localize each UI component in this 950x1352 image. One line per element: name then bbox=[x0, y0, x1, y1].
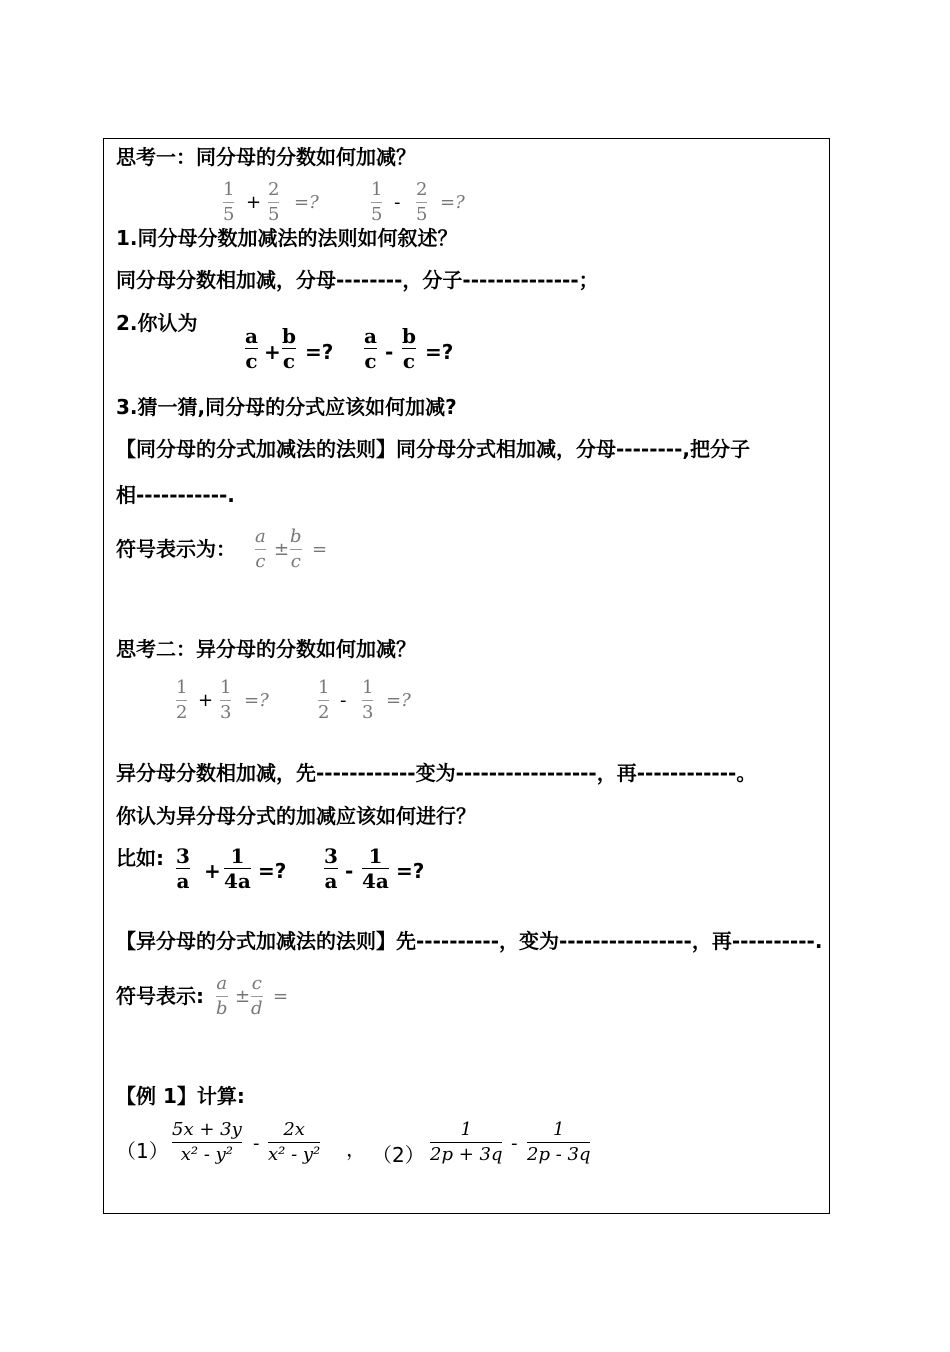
symbol-label-2: 符号表示: bbox=[116, 984, 204, 1008]
numerator: b bbox=[290, 526, 302, 547]
numerator: a bbox=[245, 324, 258, 348]
fraction-1-5 bbox=[371, 179, 382, 226]
example-label: 比如: bbox=[116, 846, 164, 870]
numerator: 1 bbox=[362, 677, 374, 698]
denominator: 2 bbox=[176, 702, 188, 723]
equals-sign: = bbox=[273, 986, 289, 1007]
denominator: c bbox=[402, 349, 416, 373]
denominator: 4a bbox=[224, 869, 251, 893]
fraction-c-d bbox=[251, 973, 263, 1020]
numerator: b bbox=[402, 324, 416, 348]
equals-sign: = bbox=[312, 539, 328, 560]
fraction-a-b bbox=[216, 973, 228, 1020]
same-denominator-rule-line1: 【同分母的分式加减法的法则】同分母分式相加减，分母--------,把分子 bbox=[116, 437, 751, 461]
numerator: 2x bbox=[283, 1119, 305, 1140]
denominator: 2 bbox=[318, 702, 330, 723]
denominator: d bbox=[251, 998, 263, 1019]
equals-question: =? bbox=[386, 690, 411, 711]
plus-sign: + bbox=[198, 690, 214, 711]
fraction-a-c bbox=[364, 325, 377, 372]
numerator: 1 bbox=[318, 677, 330, 698]
fraction-1-over-2p-3q bbox=[527, 1119, 590, 1166]
fraction-2x-over-x2y2 bbox=[268, 1119, 320, 1166]
numerator: a bbox=[364, 324, 377, 348]
equals-question: =? bbox=[440, 192, 465, 213]
numerator: 2 bbox=[268, 179, 280, 200]
denominator: x² - y² bbox=[268, 1144, 321, 1165]
fraction-3-a bbox=[176, 845, 190, 892]
denominator: c bbox=[364, 349, 377, 373]
denominator: 2p - 3q bbox=[527, 1144, 591, 1165]
denominator: 5 bbox=[223, 204, 235, 225]
plus-sign: + bbox=[246, 192, 262, 213]
denominator: 5 bbox=[268, 204, 280, 225]
denominator: c bbox=[255, 551, 266, 572]
equals-question: =? bbox=[294, 192, 319, 213]
fraction-2-5 bbox=[268, 179, 279, 226]
denominator: 3 bbox=[220, 702, 232, 723]
numerator: c bbox=[251, 973, 262, 994]
numerator: 1 bbox=[230, 844, 245, 868]
fraction-1-5 bbox=[223, 179, 234, 226]
minus-sign: - bbox=[511, 1133, 518, 1154]
think1-title: 思考一：同分母的分数如何加减？ bbox=[116, 145, 416, 169]
plus-minus-sign: ± bbox=[274, 539, 290, 560]
fraction-1-over-2p3q bbox=[430, 1119, 502, 1166]
minus-sign: - bbox=[340, 690, 347, 711]
numerator: 1 bbox=[371, 179, 383, 200]
minus-sign: - bbox=[385, 340, 394, 364]
fraction-a-c bbox=[255, 526, 266, 573]
numerator: 1 bbox=[220, 677, 232, 698]
question-3: 3.猜一猜,同分母的分式应该如何加减? bbox=[116, 395, 457, 419]
example1-title: 【例 1】计算: bbox=[116, 1084, 245, 1108]
fraction-b-c bbox=[290, 526, 302, 573]
separator-comma: ， bbox=[346, 1137, 366, 1161]
fraction-1-3 bbox=[220, 677, 231, 724]
denominator: c bbox=[282, 349, 296, 373]
part-2-label: （2） bbox=[372, 1143, 425, 1167]
numerator: a bbox=[255, 526, 266, 547]
numerator: 5x + 3y bbox=[172, 1119, 242, 1140]
question-2: 2.你认为 bbox=[116, 311, 198, 335]
symbol-label-1: 符号表示为： bbox=[116, 537, 236, 561]
fraction-1-4a bbox=[362, 845, 389, 892]
numerator: b bbox=[282, 324, 296, 348]
fraction-5x3y-over-x2y2 bbox=[172, 1119, 242, 1166]
numerator: 2 bbox=[416, 179, 428, 200]
question-1: 1.同分母分数加减法的法则如何叙述？ bbox=[116, 226, 458, 250]
fraction-1-3 bbox=[362, 677, 373, 724]
part-1-label: （1） bbox=[116, 1139, 169, 1163]
denominator: 5 bbox=[416, 204, 428, 225]
fraction-3-a bbox=[324, 845, 338, 892]
denominator: a bbox=[176, 869, 190, 893]
minus-sign: - bbox=[394, 192, 401, 213]
plus-sign: + bbox=[204, 859, 221, 883]
think2-title: 思考二：异分母的分数如何加减？ bbox=[116, 637, 416, 661]
minus-sign: - bbox=[253, 1133, 260, 1154]
fraction-1-2 bbox=[318, 677, 329, 724]
denominator: 3 bbox=[362, 702, 374, 723]
denominator: 4a bbox=[362, 869, 389, 893]
numerator: 1 bbox=[176, 677, 188, 698]
equals-question: =? bbox=[396, 859, 425, 883]
numerator: 1 bbox=[460, 1119, 472, 1140]
different-denominator-fill: 异分母分数相加减，先------------变为-----------------，再------------。 bbox=[116, 761, 757, 785]
fraction-1-4a bbox=[224, 845, 251, 892]
different-denominator-rule: 【异分母的分式加减法的法则】先----------，变为----------------，再----------. bbox=[116, 929, 823, 953]
numerator: 3 bbox=[176, 844, 190, 868]
different-denominator-question: 你认为异分母分式的加减应该如何进行？ bbox=[116, 804, 476, 828]
numerator: 1 bbox=[368, 844, 383, 868]
fraction-b-c bbox=[402, 325, 416, 372]
equals-question: =? bbox=[305, 340, 334, 364]
denominator: a bbox=[324, 869, 338, 893]
fraction-a-c bbox=[245, 325, 258, 372]
equals-question: =? bbox=[425, 340, 454, 364]
denominator: c bbox=[290, 551, 301, 572]
equals-question: =? bbox=[258, 859, 287, 883]
fraction-b-c bbox=[282, 325, 296, 372]
numerator: 1 bbox=[553, 1119, 565, 1140]
denominator: 2p + 3q bbox=[430, 1144, 503, 1165]
same-denominator-rule-line2: 相-----------. bbox=[116, 483, 235, 507]
plus-sign: + bbox=[264, 340, 281, 364]
minus-sign: - bbox=[345, 859, 354, 883]
denominator: c bbox=[245, 349, 258, 373]
equals-question: =? bbox=[244, 690, 269, 711]
fill-blank-1: 同分母分数相加减，分母--------，分子--------------； bbox=[116, 268, 599, 292]
denominator: x² - y² bbox=[180, 1144, 234, 1165]
denominator: 5 bbox=[371, 204, 383, 225]
denominator: b bbox=[216, 998, 228, 1019]
numerator: 3 bbox=[324, 844, 338, 868]
plus-minus-sign: ± bbox=[235, 986, 251, 1007]
fraction-1-2 bbox=[176, 677, 187, 724]
fraction-2-5 bbox=[416, 179, 427, 226]
numerator: a bbox=[216, 973, 228, 994]
worksheet-box bbox=[103, 138, 830, 1214]
numerator: 1 bbox=[223, 179, 235, 200]
